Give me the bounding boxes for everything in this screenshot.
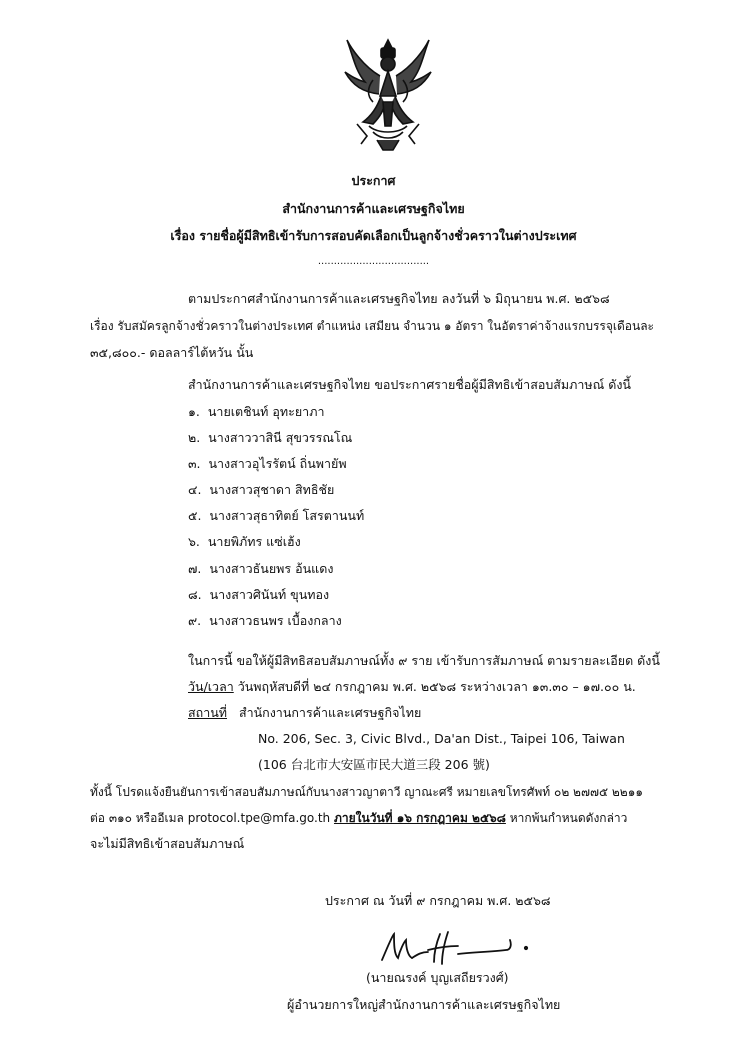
place-value: สำนักงานการค้าและเศรษฐกิจไทย xyxy=(238,705,422,720)
confirm-warning: หากพ้นกำหนดดังกล่าว xyxy=(505,811,628,825)
intro-line-1: ตามประกาศสำนักงานการค้าและเศรษฐกิจไทย ลงวันที่ ๖ มิถุนายน พ.ศ. ๒๕๖๘ xyxy=(188,291,610,306)
document-title: ประกาศ xyxy=(351,173,396,188)
list-item-number: ๓. xyxy=(188,456,201,471)
signatory-position: ผู้อำนวยการใหญ่สำนักงานการค้าและเศรษฐกิจไทย xyxy=(287,997,561,1012)
signatory-name: (นายณรงค์ บุญเสถียรวงศ์) xyxy=(366,970,509,985)
organization-name: สำนักงานการค้าและเศรษฐกิจไทย xyxy=(282,201,465,216)
list-item xyxy=(188,430,352,446)
garuda-emblem-icon xyxy=(343,36,433,152)
address-chinese: (106 台北市大安區市民大道三段 206 號) xyxy=(258,757,490,772)
deadline: ภายในวันที่ ๑๖ กรกฎาคม ๒๕๖๘ xyxy=(333,811,506,825)
confirm-line-2 xyxy=(90,810,627,826)
list-item-number: ๔. xyxy=(188,482,202,497)
confirm-contact: ต่อ ๓๑๐ หรืออีเมล protocol.tpe@mfa.go.th xyxy=(90,811,334,825)
address-english: No. 206, Sec. 3, Civic Blvd., Da'an Dist., Taipei 106, Taiwan xyxy=(258,731,625,746)
candidate-name: นางสาวสุธาทิตย์ โสรตานนท์ xyxy=(209,508,365,523)
document-subject: เรื่อง รายชื่อผู้มีสิทธิเข้ารับการสอบคัดเลือกเป็นลูกจ้างชั่วคราวในต่างประเทศ xyxy=(170,228,577,243)
intro-line-3: ๓๕,๘๐๐.- ดอลลาร์ไต้หวัน นั้น xyxy=(90,345,254,360)
datetime-value: วันพฤหัสบดีที่ ๒๔ กรกฎาคม พ.ศ. ๒๕๖๘ ระหว่างเวลา ๑๓.๓๐ – ๑๗.๐๐ น. xyxy=(237,679,636,694)
list-item-number: ๕. xyxy=(188,508,202,523)
handwritten-signature-icon xyxy=(378,928,538,968)
interview-place xyxy=(188,705,421,721)
list-item-number: ๘. xyxy=(188,587,202,602)
intro-line-2: เรื่อง รับสมัครลูกจ้างชั่วคราวในต่างประเทศ ตำแหน่ง เสมียน จำนวน ๑ อัตรา ในอัตราค่าจ้างแรกบรรจุเดือนละ xyxy=(90,319,655,333)
candidate-name: นายเตชินท์ อุทะยาภา xyxy=(207,404,325,419)
list-item xyxy=(188,587,329,603)
candidate-name: นางสาวอุไรรัตน์ ถิ่นพายัพ xyxy=(208,456,347,471)
list-intro: สำนักงานการค้าและเศรษฐกิจไทย ขอประกาศรายชื่อผู้มีสิทธิเข้าสอบสัมภาษณ์ ดังนี้ xyxy=(188,377,631,392)
confirm-line-3: จะไม่มีสิทธิเข้าสอบสัมภาษณ์ xyxy=(90,836,245,851)
list-item xyxy=(188,534,301,550)
candidate-name: นางสาวศินันท์ ขุนทอง xyxy=(209,587,330,602)
list-item-number: ๗. xyxy=(188,561,202,576)
place-label: สถานที่ xyxy=(188,705,228,720)
datetime-label: วัน/เวลา xyxy=(188,679,234,694)
list-item xyxy=(188,508,364,524)
list-item-number: ๖. xyxy=(188,534,200,549)
announcement-date: ประกาศ ณ วันที่ ๙ กรกฎาคม พ.ศ. ๒๕๖๘ xyxy=(325,893,551,908)
separator-dots: ................................... xyxy=(317,256,430,267)
list-item-number: ๙. xyxy=(188,613,202,628)
candidate-name: นางสาวธนพร เบื้องกลาง xyxy=(209,613,342,628)
interview-intro: ในการนี้ ขอให้ผู้มีสิทธิสอบสัมภาษณ์ทั้ง ๙ ราย เข้ารับการสัมภาษณ์ ตามรายละเอียด ดังนี้ xyxy=(188,653,660,668)
list-item-number: ๒. xyxy=(188,430,201,445)
list-item xyxy=(188,613,342,629)
candidate-name: นางสาวสุชาดา สิทธิชัย xyxy=(209,482,335,497)
list-item xyxy=(188,456,347,472)
list-item xyxy=(188,561,333,577)
list-item xyxy=(188,482,334,498)
interview-datetime xyxy=(188,679,636,695)
list-item-number: ๑. xyxy=(188,404,200,419)
candidate-name: นางสาววาสินี สุขวรรณโณ xyxy=(208,430,353,445)
candidate-name: นางสาวธันยพร อ้นแดง xyxy=(209,561,334,576)
candidate-name: นายพิภัทร แซ่เฮ้ง xyxy=(207,534,301,549)
confirm-line-1: ทั้งนี้ โปรดแจ้งยืนยันการเข้าสอบสัมภาษณ์กับนางสาวญาตาวี ญาณะศรี หมายเลขโทรศัพท์ ๐๒ ๒๗๗๕ ๒๒๑๑ xyxy=(90,785,643,799)
list-item xyxy=(188,404,324,420)
